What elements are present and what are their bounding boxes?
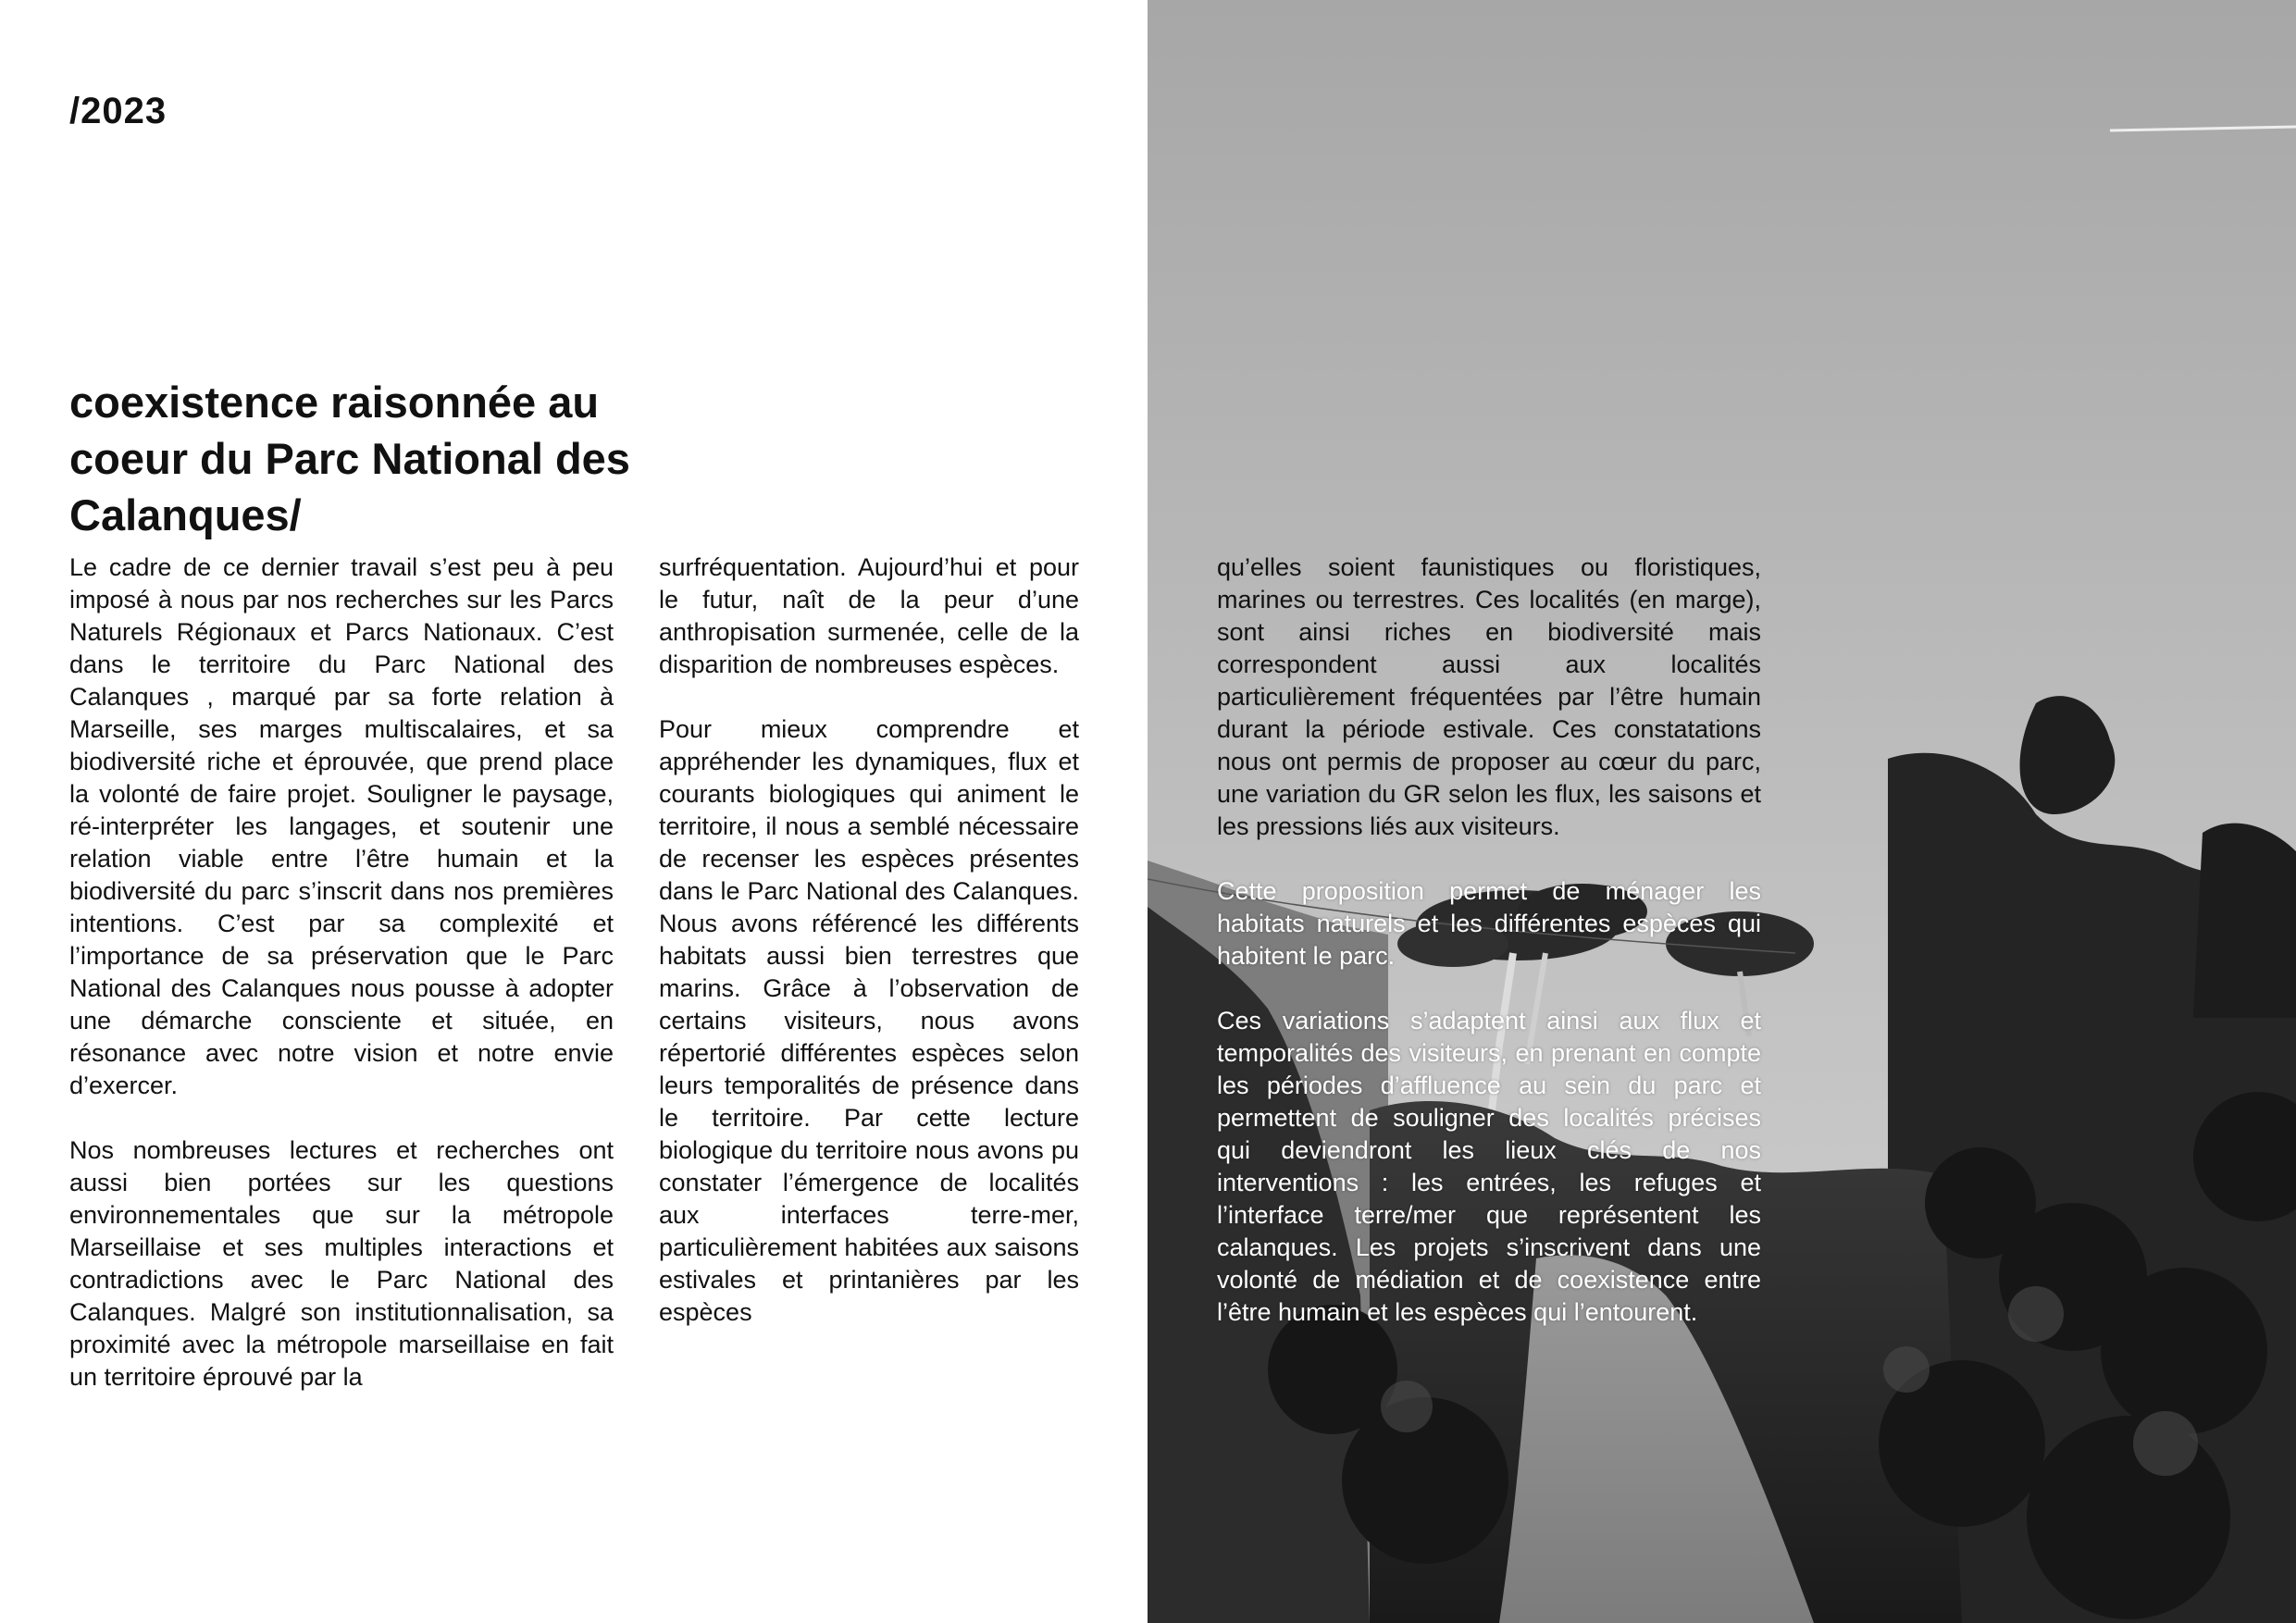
paragraph: Le cadre de ce dernier travail s’est peu à peu imposé à nous par nos recherches sur les Parcs Naturels Régionaux et Parcs Nationaux. C’est dans le territoire du Parc National des Calanques , marqué par sa forte relation à Marseille, ses marges multiscalaires, et sa biodiversité riche et éprouvée, que prend place la volonté de faire projet. Souligner le paysage, ré-interpréter les langages, et soutenir une relation viable entre l’être humain et la biodiversité du parc s’inscrit dans nos premières intentions. C’est par sa complexité et l’importance de sa préservation que le Parc National des Calanques nous pousse à adopter une démarche consciente et située, en résonance avec notre vision et notre envie d’exercer.: [69, 553, 614, 1099]
paragraph: qu’elles soient faunistiques ou floristiques, marines ou terrestres. Ces localités (en marge), sont ainsi riches en biodiversité mais correspondent aussi aux localités particulièrement fréquentées par l’être humain durant la période estivale. Ces constatations nous ont permis de proposer au cœur du parc, une variation du GR selon les flux, les saisons et les pressions liés aux visiteurs.: [1217, 553, 1761, 840]
paragraph: Pour mieux comprendre et appréhender les dynamiques, flux et courants biologiques qui animent le territoire, il nous a semblé nécessaire de recenser les espèces présentes dans le Parc National des Calanques. Nous avons référencé les différents habitats aussi bien terrestres que marins. Grâce à l’observation de certains visiteurs, nous avons répertorié différentes espèces selon leurs temporalités de présence dans le territoire. Par cette lecture biologique du territoire nous avons pu constater l’émergence de localités aux interfaces terre-mer, particulièrement habitées aux saisons estivales et printanières par les espèces: [659, 715, 1079, 1326]
paragraph: Ces variations s’adaptent ainsi aux flux et temporalités des visiteurs, en prenant en compte les périodes d’affluence au sein du parc et permettent de souligner des localités précises qui deviendront les lieux clés de nos interventions : les entrées, les refuges et l’interface terre/mer que représentent les calanques. Les projets s’inscrivent dans une volonté de médiation et de coexistence entre l’être humain et les espèces qui l’entourent.: [1217, 1007, 1761, 1326]
paragraph: Nos nombreuses lectures et recherches ont aussi bien portées sur les questions environnementales que sur la métropole Marseillaise et ses multiples interactions et contradictions avec le Parc National des Calanques. Malgré son institutionnalisation, sa proximité avec la métropole marseillaise en fait un territoire éprouvé par la: [69, 1136, 614, 1391]
paragraph: surfréquentation. Aujourd’hui et pour le futur, naît de la peur d’une anthropisation surmenée, celle de la disparition de nombreuses espèces.: [659, 553, 1079, 678]
text-column-middle: [659, 551, 1079, 1361]
paragraph: Cette proposition permet de ménager les habitats naturels et les différentes espèces qui habitent le parc.: [1217, 877, 1761, 970]
text-column-left: [69, 551, 614, 1426]
year-label: /2023: [69, 91, 168, 131]
page-title: coexistence raisonnée au coeur du Parc National des Calanques/: [69, 378, 630, 539]
text-column-right: [1217, 551, 1761, 1361]
